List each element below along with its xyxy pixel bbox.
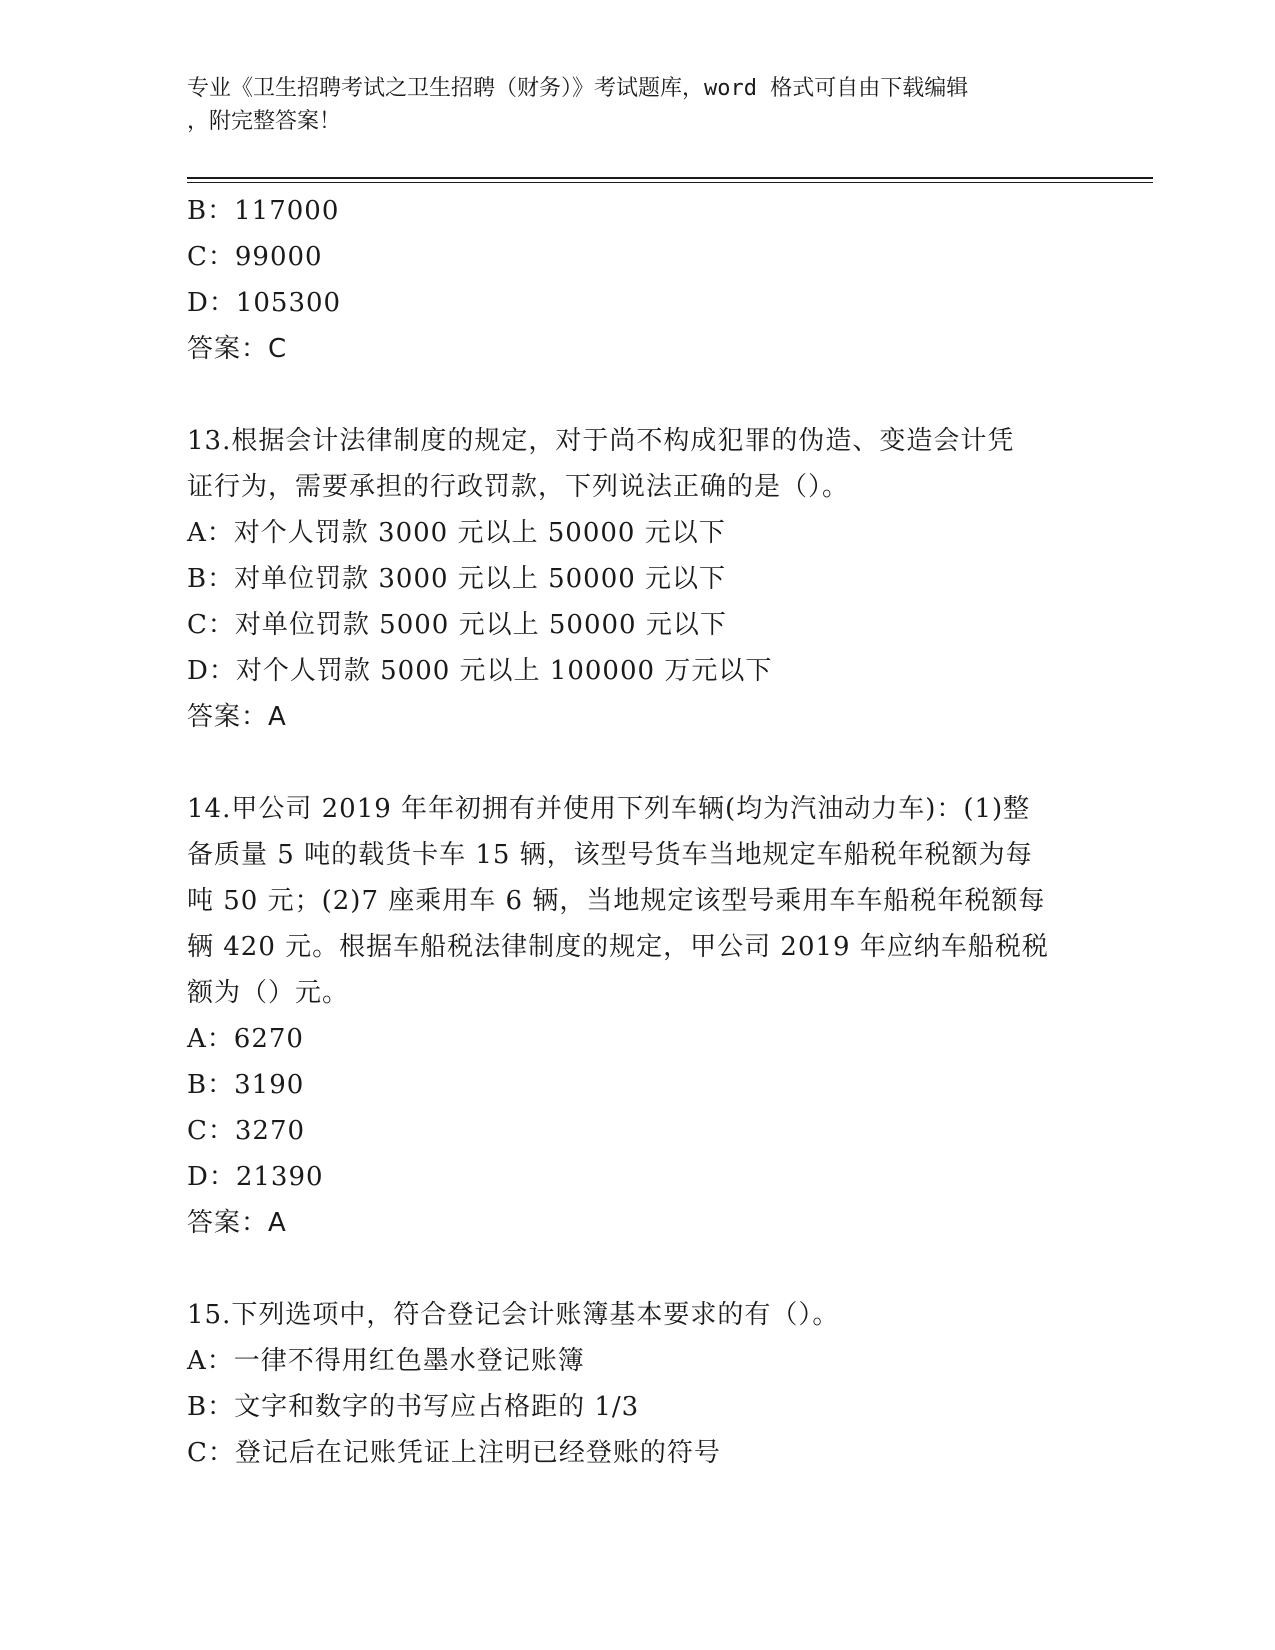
- question-text-line: 15.下列选项中，符合登记会计账簿基本要求的有（）。: [187, 1300, 840, 1330]
- answer-label: 答案：C: [187, 334, 288, 364]
- option-a: A：6270: [187, 1024, 304, 1054]
- question-text-line: 辆 420 元。根据车船税法律制度的规定，甲公司 2019 年应纳车船税税: [187, 932, 1049, 962]
- question-12-tail: [187, 188, 1087, 372]
- option-d: D：105300: [187, 288, 342, 318]
- header-divider-thick: [187, 177, 1153, 179]
- question-text-line: 14.甲公司 2019 年年初拥有并使用下列车辆(均为汽油动力车)：(1)整: [187, 794, 1031, 824]
- header-divider-thin: [187, 182, 1153, 183]
- option-a: A：对个人罚款 3000 元以上 50000 元以下: [187, 518, 726, 548]
- question-15: [187, 1292, 1087, 1476]
- header-line-1: 专业《卫生招聘考试之卫生招聘（财务）》考试题库，word 格式可自由下载编辑: [187, 76, 969, 101]
- option-c: C：登记后在记账凭证上注明已经登账的符号: [187, 1438, 721, 1468]
- question-list: [187, 188, 1087, 1476]
- option-c: C：99000: [187, 242, 323, 272]
- option-d: D：21390: [187, 1162, 324, 1192]
- option-b: B：117000: [187, 196, 340, 226]
- question-text-line: 13.根据会计法律制度的规定，对于尚不构成犯罪的伪造、变造会计凭: [187, 426, 1015, 456]
- question-text-line: 备质量 5 吨的载货卡车 15 辆，该型号货车当地规定车船税年税额为每: [187, 840, 1033, 870]
- option-b: B：对单位罚款 3000 元以上 50000 元以下: [187, 564, 727, 594]
- question-text-line: 证行为，需要承担的行政罚款，下列说法正确的是（）。: [187, 472, 850, 502]
- answer-label: 答案：A: [187, 702, 287, 732]
- answer-label: 答案：A: [187, 1208, 287, 1238]
- question-13: [187, 418, 1087, 740]
- option-a: A：一律不得用红色墨水登记账簿: [187, 1346, 585, 1376]
- option-b: B：3190: [187, 1070, 305, 1100]
- header-line-2: ，附完整答案！: [187, 109, 342, 134]
- question-text-line: 吨 50 元；(2)7 座乘用车 6 辆，当地规定该型号乘用车车船税年税额每: [187, 886, 1046, 916]
- question-14: [187, 786, 1087, 1246]
- option-b: B：文字和数字的书写应占格距的 1/3: [187, 1392, 640, 1422]
- page-header: [187, 72, 1087, 138]
- option-d: D：对个人罚款 5000 元以上 100000 万元以下: [187, 656, 773, 686]
- option-c: C：3270: [187, 1116, 306, 1146]
- option-c: C：对单位罚款 5000 元以上 50000 元以下: [187, 610, 727, 640]
- question-text-line: 额为（）元。: [187, 978, 350, 1008]
